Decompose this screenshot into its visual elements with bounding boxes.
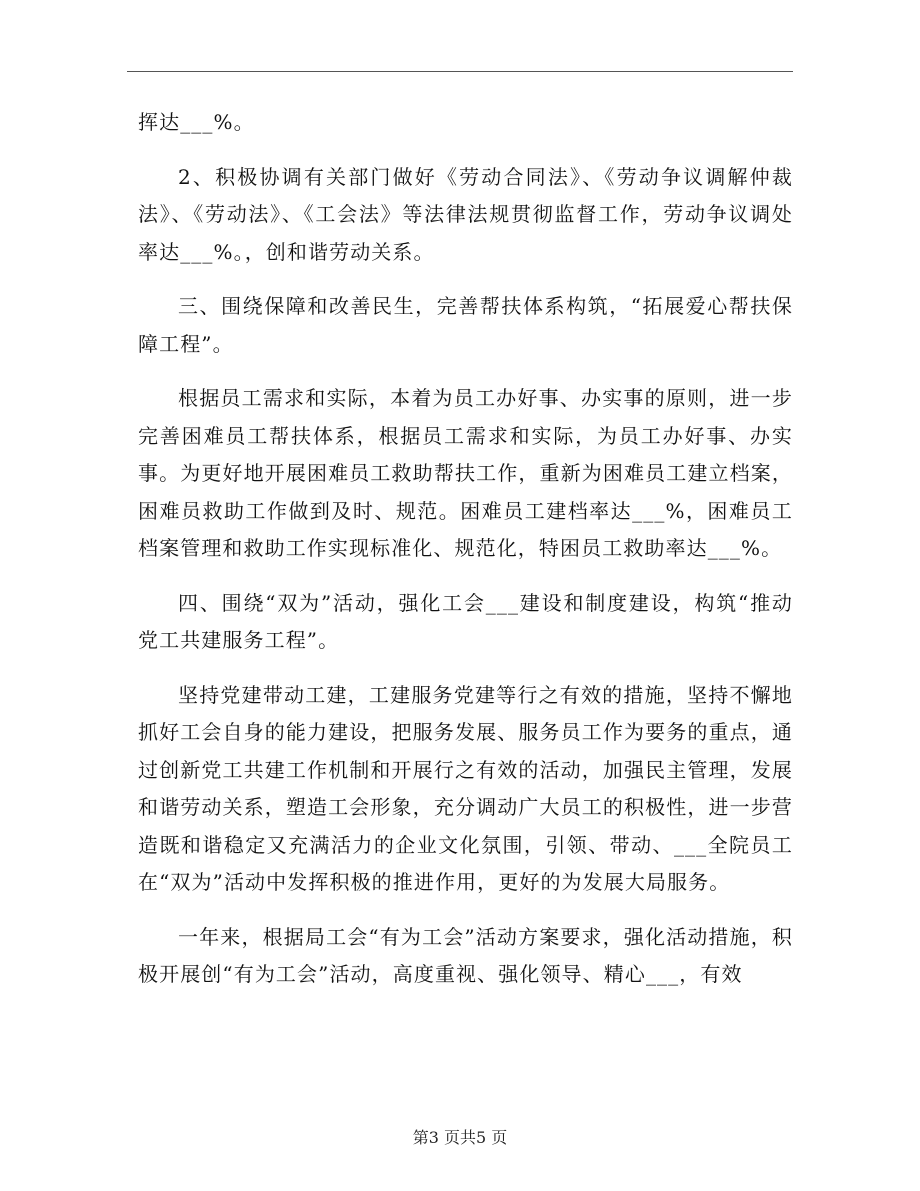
document-body — [138, 104, 793, 1011]
paragraph-assistance: 根据员工需求和实际，本着为员工办好事、办实事的原则，进一步完善困难员工帮扶体系，根据员工需求和实际，为员工办好事、办实事。为更好地开展困难员工救助帮扶工作，重新为困难员工建立档案，困难员救助工作做到及时、规范。困难员工建档率达___%，困难员工档案管理和救助工作实现标准化、规范化，特困员工救助率达___%。 — [138, 386, 793, 560]
section-heading-four: 四、围绕“双为”活动，强化工会___建设和制度建设，构筑“推动党工共建服务工程”。 — [138, 590, 793, 652]
paragraph-year-review: 一年来，根据局工会“有为工会”活动方案要求，强化活动措施，积极开展创“有为工会”活动，高度重视、强化领导、精心___，有效 — [138, 924, 793, 986]
paragraph-continuation: 挥达___%。 — [138, 110, 255, 134]
section-heading-three: 三、围绕保障和改善民生，完善帮扶体系构筑，“拓展爱心帮扶保障工程”。 — [138, 294, 793, 356]
header-divider — [127, 71, 793, 72]
paragraph-party-building: 坚持党建带动工建，工建服务党建等行之有效的措施，坚持不懈地抓好工会自身的能力建设，把服务发展、服务员工作为要务的重点，通过创新党工共建工作机制和开展行之有效的活动，加强民主管理，发展和谐劳动关系，塑造工会形象，充分调动广大员工的积极性，进一步营造既和谐稳定又充满活力的企业文化氛围，引领、带动、___全院员工在“双为”活动中发挥积极的推进作用，更好的为发展大局服务。 — [138, 682, 793, 894]
paragraph-labor-law: 2、积极协调有关部门做好《劳动合同法》、《劳动争议调解仲裁法》、《劳动法》、《工会法》等法律法规贯彻监督工作，劳动争议调处率达___%。，创和谐劳动关系。 — [138, 164, 793, 264]
page-number: 第3 页共5 页 — [412, 1128, 508, 1147]
